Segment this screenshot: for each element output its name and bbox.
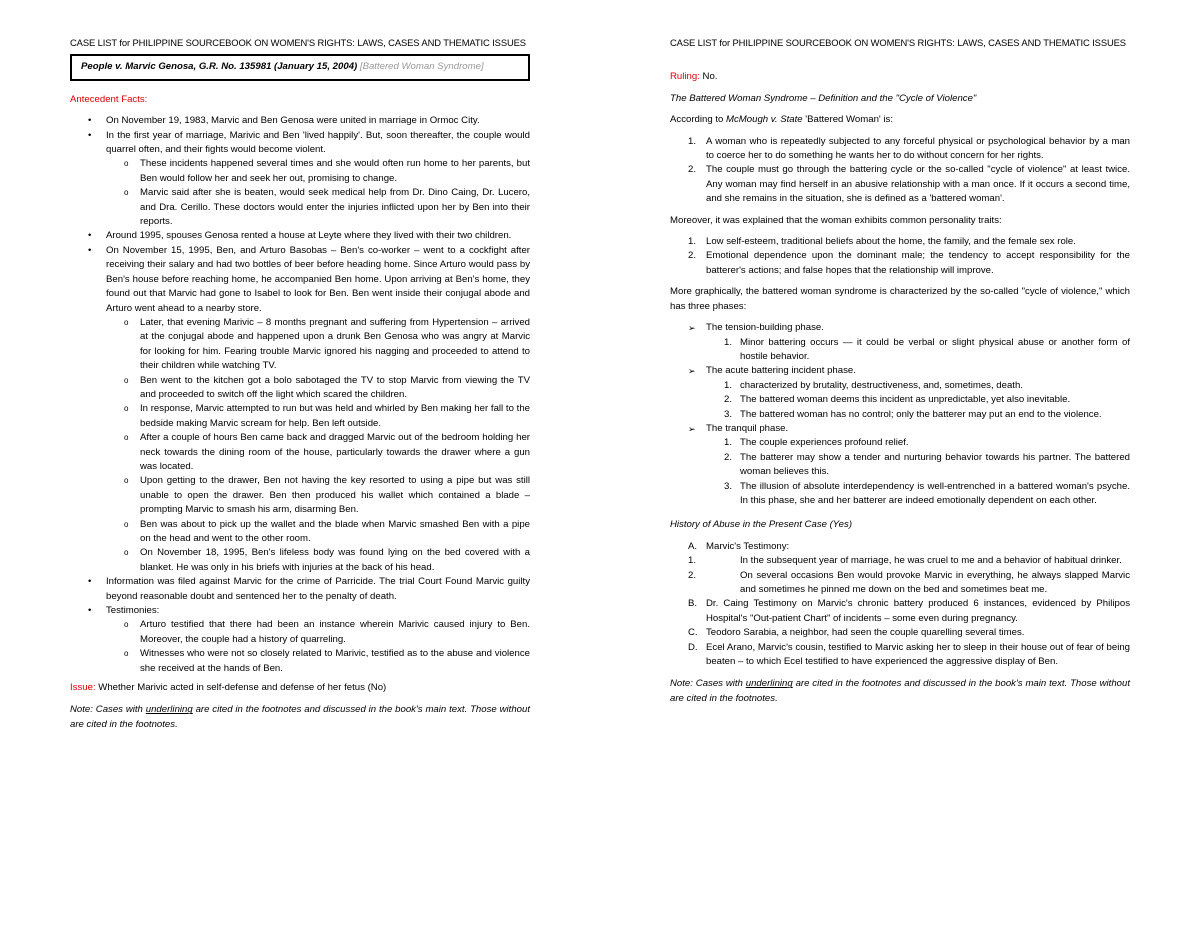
ruling-label: Ruling: bbox=[670, 71, 700, 83]
facts-list bbox=[70, 114, 530, 676]
item-text: Emotional dependence upon the dominant male; the tendency to accept responsibility for the batterer's actions; and false hopes that the relationship will improve. bbox=[706, 250, 1130, 276]
item-text: The illusion of absolute interdependency is well-entrenched in a battered woman's psyche. In this phase, she and her batterer are indeed emotionally dependent on each other. bbox=[740, 480, 1130, 506]
phases-list bbox=[670, 321, 1130, 508]
item-text: The batterer may show a tender and nurturing behavior towards his partner. The battered woman believes this. bbox=[740, 451, 1130, 478]
fact-subitem: o Marvic said after she is beaten, would seek medical help from Dr. Dino Caing, Dr. Lucero, and Dra. Cerillo. These doctors would enter the injuries inflicted upon her by Ben into their reports. bbox=[70, 186, 530, 229]
fact-subitem: o These incidents happened several times and she would often run home to her parents, but Ben would follow her and seek her out, promising to change. bbox=[70, 157, 530, 186]
numbered-item bbox=[670, 135, 1130, 164]
item-text: In the subsequent year of marriage, he was cruel to me and a behavior of habitual drinker. bbox=[740, 555, 1122, 567]
fact-subitem: o Upon getting to the drawer, Ben not having the key resorted to using a pipe but was still unable to open the drawer. Ben then produced his wallet which contained a blade – prompting Marvic to smash his arm, disarming Ben. bbox=[70, 474, 530, 517]
according-paragraph bbox=[670, 113, 1130, 127]
fact-subitem: o Witnesses who were not so closely related to Marivic, testified as to the abuse and violence she received at the hands of Ben. bbox=[70, 647, 530, 676]
case-tag: [Battered Woman Syndrome] bbox=[359, 61, 484, 73]
history-item bbox=[670, 626, 1130, 640]
phase-subitem bbox=[670, 436, 1130, 450]
fact-sublist bbox=[106, 316, 530, 575]
item-letter: D. bbox=[688, 641, 698, 653]
item-letter: C. bbox=[688, 627, 698, 639]
item-number: 1. bbox=[688, 555, 697, 567]
fact-text: On November 19, 1983, Marvic and Ben Genosa were united in marriage in Ormoc City. bbox=[106, 115, 480, 127]
item-text: The battered woman deems this incident as unpredictable, yet also inevitable. bbox=[740, 394, 1071, 406]
numbered-item bbox=[670, 163, 1130, 206]
phase-subitem bbox=[670, 408, 1130, 422]
item-number: 1. bbox=[688, 236, 697, 248]
item-text: characterized by brutality, destructiveness, and, sometimes, death. bbox=[740, 379, 1023, 391]
bws-heading: The Battered Woman Syndrome – Definition and the "Cycle of Violence" bbox=[670, 92, 977, 104]
fact-subitem: o Arturo testified that there had been an instance wherein Marivic caused injury to Ben. Moreover, the couple had a history of quarreling. bbox=[70, 618, 530, 647]
item-text: A woman who is repeatedly subjected to any forceful physical or psychological behavior by a man to coerce her to do something he wants her to do without concern for her rights. bbox=[706, 135, 1130, 162]
item-text: Ecel Arano, Marvic's cousin, testified to Marvic asking her to sleep in their house out of fear of being beaten – to which Ecel testified to have experienced the aggressive display of Ben. bbox=[706, 641, 1130, 668]
numbered-item bbox=[670, 235, 1130, 249]
item-number: 1. bbox=[724, 379, 733, 391]
fact-subitem: o In response, Marvic attempted to run but was held and whirled by Ben making her fall to the bedside making Marvic scream for help. Ben left outside. bbox=[70, 402, 530, 431]
fact-subitem: o After a couple of hours Ben came back and dragged Marvic out of the bedroom holding her neck towards the dining room of the house, particularly towards the drawer where a gun was located. bbox=[70, 431, 530, 474]
history-item bbox=[670, 540, 1130, 598]
ruling-paragraph bbox=[670, 70, 1130, 84]
item-number: 1. bbox=[724, 437, 733, 449]
definition-list bbox=[670, 135, 1130, 207]
item-number: 3. bbox=[724, 408, 733, 420]
according-case: McMough v. State bbox=[726, 114, 803, 126]
history-heading: History of Abuse in the Present Case (Yes) bbox=[670, 519, 853, 531]
item-number: 2. bbox=[688, 164, 697, 176]
item-text: The couple experiences profound relief. bbox=[740, 437, 909, 449]
phase-subitem bbox=[670, 451, 1130, 480]
traits-intro: Moreover, it was explained that the woman exhibits common personality traits: bbox=[670, 214, 1002, 226]
fact-text: In the first year of marriage, Marivic and Ben 'lived happily'. But, soon thereafter, the couple would quarrel often, and their fights would become violent. bbox=[106, 129, 530, 156]
phase-subitem bbox=[670, 379, 1130, 393]
item-number: 1. bbox=[688, 135, 697, 147]
right-page bbox=[670, 36, 1130, 713]
item-number: 2. bbox=[724, 394, 733, 406]
numbered-item bbox=[670, 249, 1130, 278]
phase-sublist bbox=[706, 436, 1130, 508]
item-text: The battered woman has no control; only the batterer may put an end to the violence. bbox=[740, 408, 1102, 420]
phase-subitem bbox=[670, 336, 1130, 365]
fact-item bbox=[70, 244, 530, 575]
note-post: are cited in the footnotes and discussed in the book's main text. Those without are cited in the footnotes. bbox=[70, 704, 530, 730]
ruling-text: No. bbox=[699, 71, 718, 83]
issue-paragraph bbox=[70, 681, 530, 695]
fact-item bbox=[70, 229, 530, 243]
note-pre: Note: Cases with bbox=[670, 678, 746, 690]
phase-title: The tranquil phase. bbox=[706, 422, 789, 434]
item-letter: A. bbox=[688, 540, 698, 552]
footnote-note-right bbox=[670, 677, 1130, 706]
item-number: 3. bbox=[724, 480, 733, 492]
according-pre: According to bbox=[670, 114, 726, 126]
phase-subitem bbox=[670, 480, 1130, 509]
page-header-left: CASE LIST for PHILIPPINE SOURCEBOOK ON WOMEN'S RIGHTS: LAWS, CASES AND THEMATIC ISSUES bbox=[70, 37, 526, 48]
issue-text: Whether Marivic acted in self-defense and defense of her fetus (No) bbox=[95, 682, 387, 694]
fact-subitem: o On November 18, 1995, Ben's lifeless body was found lying on the bed covered with a blanket. He was only in his briefs with injuries at the back of his head. bbox=[70, 546, 530, 575]
fact-text: Around 1995, spouses Genosa rented a house at Leyte where they lived with their two children. bbox=[106, 230, 512, 242]
phase-subitem bbox=[670, 393, 1130, 407]
item-text: Dr. Caing Testimony on Marvic's chronic battery produced 6 instances, evidenced by Philipos Hospital's "Out-patient Chart" of incidents – some even during pregnancy. bbox=[706, 598, 1130, 624]
history-subitem bbox=[670, 569, 1130, 598]
fact-sublist bbox=[106, 618, 530, 676]
note-underlined: underlining bbox=[145, 704, 193, 716]
left-page bbox=[70, 36, 530, 739]
history-sublist bbox=[688, 554, 1130, 597]
fact-subitem: o Ben was about to pick up the wallet and the blade when Marvic smashed Ben with a pipe on the head and went to the other room. bbox=[70, 518, 530, 547]
item-number: 2. bbox=[688, 569, 697, 581]
fact-text: On November 15, 1995, Ben, and Arturo Basobas – Ben's co-worker – went to a cockfight after receiving their salary and had two bottles of beer before heading home. Since Arturo would pass by Ben's house before reaching home, he accompanied Ben home. Upon arriving at Ben's home, they found out that Marvic had gone to Isabel to look for Ben. Ben went inside their conjugal abode and Arturo went ahead to a nearby store. bbox=[106, 244, 530, 314]
history-item bbox=[670, 597, 1130, 626]
item-text: Low self-esteem, traditional beliefs about the home, the family, and the female sex role. bbox=[706, 236, 1076, 248]
arrow-bullet-icon: ➢ bbox=[688, 366, 696, 377]
history-subitem bbox=[670, 554, 1130, 568]
fact-subitem: o Ben went to the kitchen got a bolo sabotaged the TV to stop Marvic from viewing the TV and proceeded to switch off the light which scared the children. bbox=[70, 374, 530, 403]
fact-text: Testimonies: bbox=[106, 605, 160, 617]
phase-item bbox=[670, 422, 1130, 508]
page-header-right: CASE LIST for PHILIPPINE SOURCEBOOK ON WOMEN'S RIGHTS: LAWS, CASES AND THEMATIC ISSUES bbox=[670, 37, 1126, 48]
history-list bbox=[670, 540, 1130, 670]
item-text: On several occasions Ben would provoke Marvic in everything, he always slapped Marvic and sometimes he pinned me down on the bed and sometimes beat me. bbox=[740, 569, 1130, 595]
item-number: 2. bbox=[688, 250, 697, 262]
item-text: The couple must go through the battering cycle or the so-called "cycle of violence" at least twice. Any woman may find herself in an abusive relationship with a man once. If it occurs a second time, and she remains in the situation, she is defined as a 'battered woman'. bbox=[706, 164, 1130, 205]
cycle-intro: More graphically, the battered woman syndrome is characterized by the so-called "cycle of violence," which has three phases: bbox=[670, 286, 1130, 312]
item-number: 2. bbox=[724, 451, 733, 463]
case-title-box bbox=[70, 54, 530, 80]
item-text: Marvic's Testimony: bbox=[706, 540, 790, 552]
item-letter: B. bbox=[688, 598, 698, 610]
fact-item bbox=[70, 129, 530, 230]
fact-item bbox=[70, 604, 530, 676]
fact-item bbox=[70, 114, 530, 128]
arrow-bullet-icon: ➢ bbox=[688, 423, 696, 434]
fact-subitem: o Later, that evening Marivic – 8 months pregnant and suffering from Hypertension – arrived at the conjugal abode and happened upon a drunk Ben Genosa who was angry at Marvic for looking for him. Fearing trouble Marvic ignored his nagging and proceeded to attend to their children while watching TV. bbox=[70, 316, 530, 374]
fact-text: Information was filed against Marvic for the crime of Parricide. The trial Court Found Marvic guilty beyond reasonable doubt and sentenced her to the penalty of death. bbox=[106, 576, 530, 602]
item-number: 1. bbox=[724, 336, 733, 348]
fact-sublist bbox=[106, 157, 530, 229]
note-underlined: underlining bbox=[745, 678, 793, 690]
note-pre: Note: Cases with bbox=[70, 704, 146, 716]
phase-item bbox=[670, 321, 1130, 364]
case-title: People v. Marvic Genosa, G.R. No. 135981 (January 15, 2004) bbox=[81, 61, 358, 73]
phase-item bbox=[670, 364, 1130, 422]
history-item bbox=[670, 641, 1130, 670]
phase-title: The acute battering incident phase. bbox=[706, 365, 856, 377]
antecedent-heading: Antecedent Facts: bbox=[70, 93, 148, 105]
item-text: Teodoro Sarabia, a neighbor, had seen the couple quarelling several times. bbox=[706, 627, 1025, 639]
according-post: 'Battered Woman' is: bbox=[802, 114, 894, 126]
phase-sublist bbox=[706, 336, 1130, 365]
note-post: are cited in the footnotes and discussed in the book's main text. Those without are cited in the footnotes. bbox=[670, 678, 1130, 704]
phase-title: The tension-building phase. bbox=[706, 322, 824, 334]
item-text: Minor battering occurs — it could be verbal or slight physical abuse or another form of hostile behavior. bbox=[740, 336, 1130, 362]
traits-list bbox=[670, 235, 1130, 278]
issue-label: Issue: bbox=[70, 682, 96, 694]
phase-sublist bbox=[706, 379, 1130, 422]
footnote-note-left bbox=[70, 703, 530, 732]
arrow-bullet-icon: ➢ bbox=[688, 323, 696, 334]
fact-item bbox=[70, 575, 530, 604]
